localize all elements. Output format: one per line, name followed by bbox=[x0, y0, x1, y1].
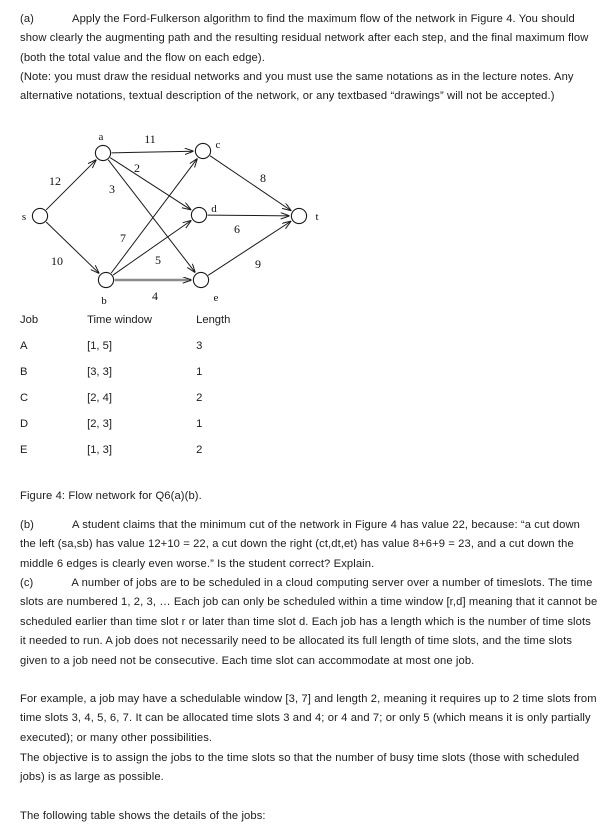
edge-capacity-a-e: 3 bbox=[109, 182, 115, 196]
node-e bbox=[193, 272, 208, 287]
edge-capacity-e-t: 9 bbox=[255, 257, 261, 271]
cell-job: A bbox=[20, 340, 28, 352]
edge-e-t bbox=[208, 221, 291, 275]
part-c-label: (c) bbox=[20, 577, 34, 589]
edge-a-c bbox=[112, 151, 194, 153]
paragraph-part-b bbox=[20, 516, 598, 574]
cell-time-window: [2, 4] bbox=[87, 392, 112, 404]
figure-caption-text: Figure 4: Flow network for Q6(a)(b). bbox=[20, 490, 202, 502]
node-t bbox=[291, 208, 306, 223]
cell-time-window: [3, 3] bbox=[87, 366, 112, 378]
jobs-table-body bbox=[20, 340, 280, 470]
node-label-c: c bbox=[215, 139, 221, 151]
paragraph-objective bbox=[20, 749, 598, 788]
objective-text: The objective is to assign the jobs to the time slots so that the number of busy time slots (those with scheduled jobs) is as large as possible. bbox=[20, 752, 580, 784]
part-b-label: (b) bbox=[20, 519, 35, 531]
node-label-e: e bbox=[213, 292, 219, 304]
edge-capacity-b-c: 7 bbox=[120, 231, 126, 245]
table-intro-text: The following table shows the details of the jobs: bbox=[20, 810, 266, 822]
node-s bbox=[32, 208, 47, 223]
column-header-time-window: Time window bbox=[87, 314, 152, 326]
paragraph-table-intro bbox=[20, 807, 598, 826]
cell-time-window: [2, 3] bbox=[87, 418, 112, 430]
cell-job: D bbox=[20, 418, 29, 430]
table-row bbox=[20, 340, 280, 366]
jobs-table bbox=[20, 314, 280, 470]
node-label-b: b bbox=[101, 295, 107, 307]
node-d bbox=[191, 207, 206, 222]
node-b bbox=[98, 272, 113, 287]
cell-time-window: [1, 5] bbox=[87, 340, 112, 352]
column-header-job: Job bbox=[20, 314, 39, 326]
node-label-d: d bbox=[211, 203, 217, 215]
edge-capacity-a-d: 2 bbox=[134, 161, 140, 175]
cell-job: B bbox=[20, 366, 28, 378]
paragraph-part-c bbox=[20, 574, 598, 671]
edge-capacity-s-a: 12 bbox=[49, 174, 61, 188]
node-c bbox=[195, 143, 210, 158]
part-c-text: A number of jobs are to be scheduled in a cloud computing server over a number of timeslots. The time slots are numbered 1, 2, 3, … Each job can only be scheduled within a time window [r,d] meaning that it cannot be scheduled earlier than time slot r or later than time slot d. Each job has a length which is the number of time slots it needed to run. A job does not necessarily need to be allocated its full length of time slots, and the time slots given to a job need not be consecutive. Each time slot can accommodate at most one job. bbox=[20, 577, 598, 667]
edge-capacity-b-e: 4 bbox=[152, 289, 158, 303]
table-row bbox=[20, 444, 280, 470]
cell-job: C bbox=[20, 392, 29, 404]
edge-labels-layer bbox=[49, 132, 266, 303]
part-a-text: Apply the Ford-Fulkerson algorithm to find the maximum flow of the network in Figure 4. You should show clearly the augmenting path and the resulting residual network after each step, and the final maximum flow (both the total value and the flow on each edge). bbox=[20, 13, 589, 64]
edge-c-t bbox=[210, 156, 291, 211]
column-header-length: Length bbox=[196, 314, 231, 326]
cell-length: 2 bbox=[196, 444, 203, 456]
node-label-a: a bbox=[98, 131, 104, 143]
cell-length: 1 bbox=[196, 418, 203, 430]
edge-b-d bbox=[113, 221, 191, 275]
example-text: For example, a job may have a schedulable window [3, 7] and length 2, meaning it requires up to 2 time slots from time slots 3, 4, 5, 6, 7. It can be allocated time slots 3 and 4; or 4 and 7; or only 5 (which means it is only partially executed); or many other possibilities. bbox=[20, 693, 597, 744]
edge-a-e bbox=[108, 160, 195, 272]
flow-network-diagram bbox=[12, 128, 352, 313]
node-a bbox=[95, 145, 110, 160]
cell-length: 2 bbox=[196, 392, 203, 404]
note-text: (Note: you must draw the residual networks and you must use the same notations as in the lecture notes. Any alternative notations, textual description of the network, or any textbased “drawings” will not be accepted.) bbox=[20, 71, 574, 103]
jobs-table-header-row bbox=[20, 314, 280, 340]
edge-capacity-b-d: 5 bbox=[155, 253, 161, 267]
paragraph-example bbox=[20, 690, 598, 748]
edge-capacity-a-c: 11 bbox=[144, 132, 156, 146]
cell-time-window: [1, 3] bbox=[87, 444, 112, 456]
table-row bbox=[20, 418, 280, 444]
flow-network-svg bbox=[12, 128, 352, 313]
node-label-s: s bbox=[21, 211, 27, 223]
figure-caption bbox=[20, 487, 598, 506]
part-b-text: A student claims that the minimum cut of the network in Figure 4 has value 22, because: “a cut down the left (sa,sb) has value 12+10 = 22, a cut down the right (ct,dt,et) has value 8+6+9 = 23, and a cut down the middle 6 edges is clearly even worse.” Is the student correct? Explain. bbox=[20, 519, 580, 570]
edge-capacity-s-b: 10 bbox=[51, 254, 63, 268]
cell-length: 3 bbox=[196, 340, 203, 352]
paragraph-part-a bbox=[20, 10, 598, 68]
edge-capacity-c-t: 8 bbox=[260, 171, 266, 185]
part-a-label: (a) bbox=[20, 13, 35, 25]
paragraph-note bbox=[20, 68, 598, 107]
cell-length: 1 bbox=[196, 366, 203, 378]
cell-job: E bbox=[20, 444, 28, 456]
edge-capacity-d-t: 6 bbox=[234, 222, 240, 236]
table-row bbox=[20, 392, 280, 418]
edge-d-t bbox=[208, 215, 290, 216]
table-row bbox=[20, 366, 280, 392]
node-label-t: t bbox=[315, 211, 319, 223]
